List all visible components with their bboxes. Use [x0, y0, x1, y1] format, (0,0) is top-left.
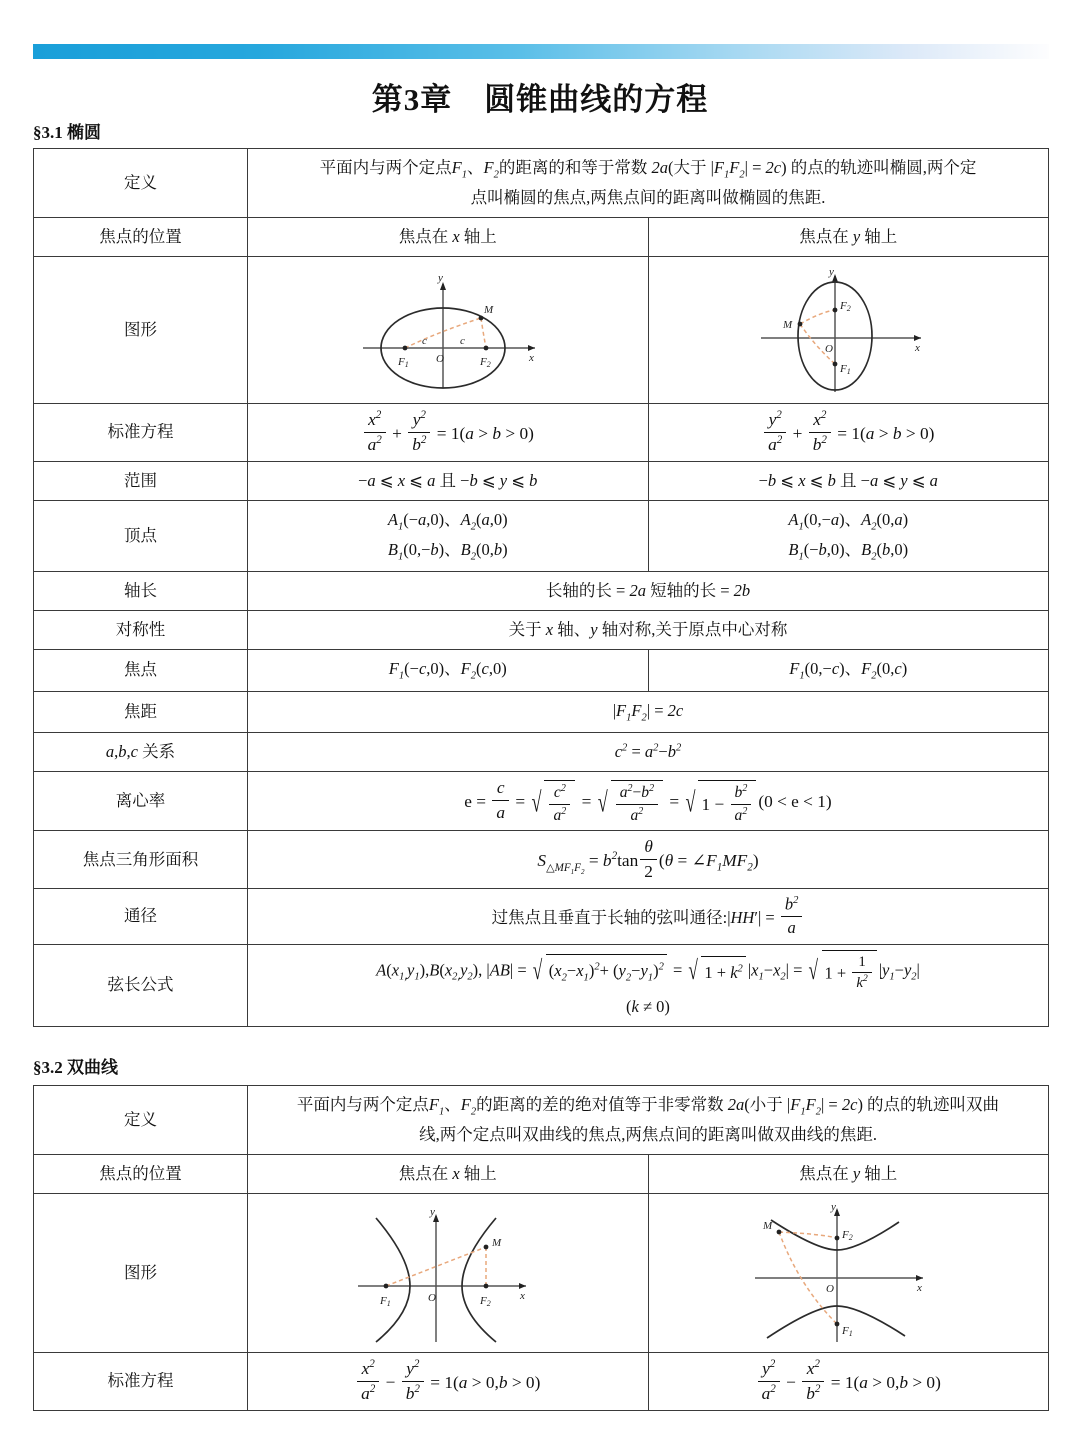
chord-formula-condition: (k ≠ 0) — [626, 996, 670, 1016]
svg-text:y: y — [830, 1202, 836, 1214]
svg-text:y: y — [437, 272, 443, 285]
table-row-figure — [34, 1194, 1049, 1353]
table-row-abc-relation — [34, 732, 1049, 771]
table-row-vertex — [34, 500, 1049, 572]
table-row-definition — [34, 149, 1049, 218]
row-label-abc-relation: a,b,c 关系 — [34, 732, 248, 771]
svg-text:x: x — [915, 342, 921, 355]
focus-position-x-cell: 焦点在 x 轴上 — [248, 1155, 649, 1194]
svg-text:O: O — [825, 343, 834, 356]
row-label-eccentricity: 离心率 — [34, 771, 248, 831]
hyperbola-figure-x-axis — [248, 1194, 649, 1353]
row-label-range: 范围 — [34, 461, 248, 500]
table-row-standard-equation — [34, 404, 1049, 461]
table-row-standard-equation — [34, 1353, 1049, 1410]
row-label-vertex: 顶点 — [34, 500, 248, 572]
section-heading-3-2: §3.2 双曲线 — [33, 1058, 118, 1077]
svg-text:F1: F1 — [380, 1295, 391, 1309]
svg-text:y: y — [829, 266, 835, 279]
svg-text:M: M — [492, 1237, 502, 1250]
svg-text:F1: F1 — [840, 363, 851, 377]
svg-text:M: M — [483, 304, 493, 317]
row-label-foci: 焦点 — [34, 650, 248, 691]
table-row-focal-distance — [34, 691, 1049, 732]
row-label-standard-equation: 标准方程 — [34, 404, 248, 461]
row-label-symmetry: 对称性 — [34, 611, 248, 650]
focus-position-x-cell: 焦点在 x 轴上 — [248, 218, 649, 257]
svg-text:M: M — [762, 1220, 772, 1233]
table-row-chord-formula — [34, 944, 1049, 1026]
row-label-chord-formula: 弦长公式 — [34, 944, 248, 1026]
hyperbola-vertical-diagram — [741, 1202, 956, 1344]
standard-equation-x-cell: $\frac{x^2}{a^2}$ + $\frac{y^2}{b^2}$ = 1(a > b > 0) — [248, 404, 649, 461]
table-row-focus-position — [34, 218, 1049, 257]
svg-text:x: x — [528, 352, 534, 365]
ellipse-figure-y-axis — [648, 257, 1049, 404]
svg-text:F2: F2 — [480, 1295, 491, 1309]
table-row-latus-rectum — [34, 888, 1049, 944]
svg-text:x: x — [520, 1290, 526, 1303]
range-y-cell: −b ⩽ x ⩽ b 且 −a ⩽ y ⩽ a — [648, 461, 1049, 500]
table-row-triangle-area — [34, 831, 1049, 888]
standard-equation-x-cell: $\frac{x^2}{a^2}$ − $\frac{y^2}{b^2}$ = 1(a > 0,b > 0) — [248, 1353, 649, 1410]
svg-text:y: y — [430, 1206, 436, 1219]
table-row-range — [34, 461, 1049, 500]
row-label-standard-equation: 标准方程 — [34, 1353, 248, 1410]
svg-text:c: c — [459, 335, 465, 348]
table-row-eccentricity — [34, 771, 1049, 831]
table-row-focus-position — [34, 1155, 1049, 1194]
svg-text:F1: F1 — [397, 356, 409, 370]
focus-position-y-cell: 焦点在 y 轴上 — [648, 1155, 1049, 1194]
triangle-area-cell: $S_{\triangle MF_1F_2} = b^2\tan$ $\frac{\theta}{2}$ $(\theta = \angle F_1MF_2)$ — [248, 831, 1049, 888]
svg-text:M: M — [783, 319, 793, 332]
ellipse-horizontal-diagram — [343, 266, 553, 394]
hyperbola-horizontal-diagram — [340, 1202, 555, 1344]
range-x-cell: −a ⩽ x ⩽ a 且 −b ⩽ y ⩽ b — [248, 461, 649, 500]
header-gradient-rule — [33, 44, 1049, 59]
row-label-latus-rectum: 通径 — [34, 888, 248, 944]
section-heading-3-1: §3.1 椭圆 — [33, 123, 101, 142]
symmetry-cell: 关于 x 轴、y 轴对称,关于原点中心对称 — [248, 611, 1049, 650]
row-label-definition: 定义 — [34, 1086, 248, 1155]
svg-text:c: c — [421, 335, 427, 348]
standard-equation-y-cell: $\frac{y^2}{a^2}$ + $\frac{x^2}{b^2}$ = 1(a > b > 0) — [648, 404, 1049, 461]
focus-position-y-cell: 焦点在 y 轴上 — [648, 218, 1049, 257]
svg-text:F2: F2 — [840, 300, 851, 314]
standard-equation-y-cell: $\frac{y^2}{a^2}$ − $\frac{x^2}{b^2}$ = 1(a > 0,b > 0) — [648, 1353, 1049, 1410]
row-label-focus-position: 焦点的位置 — [34, 218, 248, 257]
row-label-figure: 图形 — [34, 257, 248, 404]
row-label-focal-distance: 焦距 — [34, 691, 248, 732]
table-row-figure — [34, 257, 1049, 404]
row-label-axis-length: 轴长 — [34, 572, 248, 611]
svg-text:F2: F2 — [479, 356, 491, 370]
foci-x-cell: $F_1(-c,0)$、$F_2(c,0)$ — [248, 650, 649, 691]
row-label-focus-position: 焦点的位置 — [34, 1155, 248, 1194]
table-row-definition — [34, 1086, 1049, 1155]
ellipse-vertical-diagram — [743, 266, 953, 394]
svg-text:F1: F1 — [841, 1325, 853, 1339]
vertex-x-cell: $A_1(-a,0)$、$A_2(a,0)$ $B_1(0,-b)$、$B_2(0,b)$ — [248, 500, 649, 572]
eccentricity-cell: e = $\frac{c}{a}$ = √ $\frac{c^2}{a^2}$ = √ $\frac{a^2-b^2}{a^2}$ = √ 1 − $\frac{b^2}{a^2}$ (0 < e < 1) — [248, 771, 1049, 831]
row-label-triangle-area: 焦点三角形面积 — [34, 831, 248, 888]
svg-text:O: O — [825, 1283, 834, 1296]
ellipse-table — [33, 148, 1049, 1027]
table-row-symmetry — [34, 611, 1049, 650]
axis-length-cell: 长轴的长 = 2a 短轴的长 = 2b — [248, 572, 1049, 611]
row-label-figure: 图形 — [34, 1194, 248, 1353]
svg-text:F2: F2 — [841, 1229, 853, 1243]
row-label-definition: 定义 — [34, 149, 248, 218]
svg-text:O: O — [428, 1292, 437, 1305]
chord-formula-cell: $A(x_{1,}y_1),B(x_{2,}y_2)$, |AB| = √ $(x_2-x_1)^2+ (y_2-y_1)^2$ = √ $1 + k^2$ $|x_1-x_2|$ = √ 1 + $\frac{1}{k^2}$ $|y_1-y_2|$ (k ≠ 0) — [248, 944, 1049, 1026]
ellipse-figure-x-axis — [248, 257, 649, 404]
page-title: 第3章 圆锥曲线的方程 — [371, 82, 709, 117]
focal-distance-cell: $|F_1F_2| = 2c$ — [248, 691, 1049, 732]
latus-rectum-cell: 过焦点且垂直于长轴的弦叫通径:|HH′| = $\frac{b^2}{a}$ — [248, 888, 1049, 944]
definition-cell: 平面内与两个定点$F_1$、$F_2$的距离的和等于常数 2a(大于 $|F_1F_2| = 2c$) 的点的轨迹叫椭圆,两个定 点叫椭圆的焦点,两焦点间的距离叫做椭圆的焦距. — [248, 149, 1049, 218]
abc-relation-cell: $c^2 = a^2-b^2$ — [248, 732, 1049, 771]
hyperbola-figure-y-axis — [648, 1194, 1049, 1353]
svg-text:x: x — [916, 1282, 922, 1295]
foci-y-cell: $F_1(0,-c)$、$F_2(0,c)$ — [648, 650, 1049, 691]
vertex-y-cell: $A_1(0,-a)$、$A_2(0,a)$ $B_1(-b,0)$、$B_2(b,0)$ — [648, 500, 1049, 572]
table-row-axis-length — [34, 572, 1049, 611]
svg-text:O: O — [435, 353, 444, 366]
table-row-foci — [34, 650, 1049, 691]
definition-cell: 平面内与两个定点$F_1$、$F_2$的距离的差的绝对值等于非零常数 2a(小于 $|F_1F_2| = 2c$) 的点的轨迹叫双曲 线,两个定点叫双曲线的焦点,两焦点间的距离叫做双曲线的焦距. — [248, 1086, 1049, 1155]
hyperbola-table — [33, 1085, 1049, 1411]
